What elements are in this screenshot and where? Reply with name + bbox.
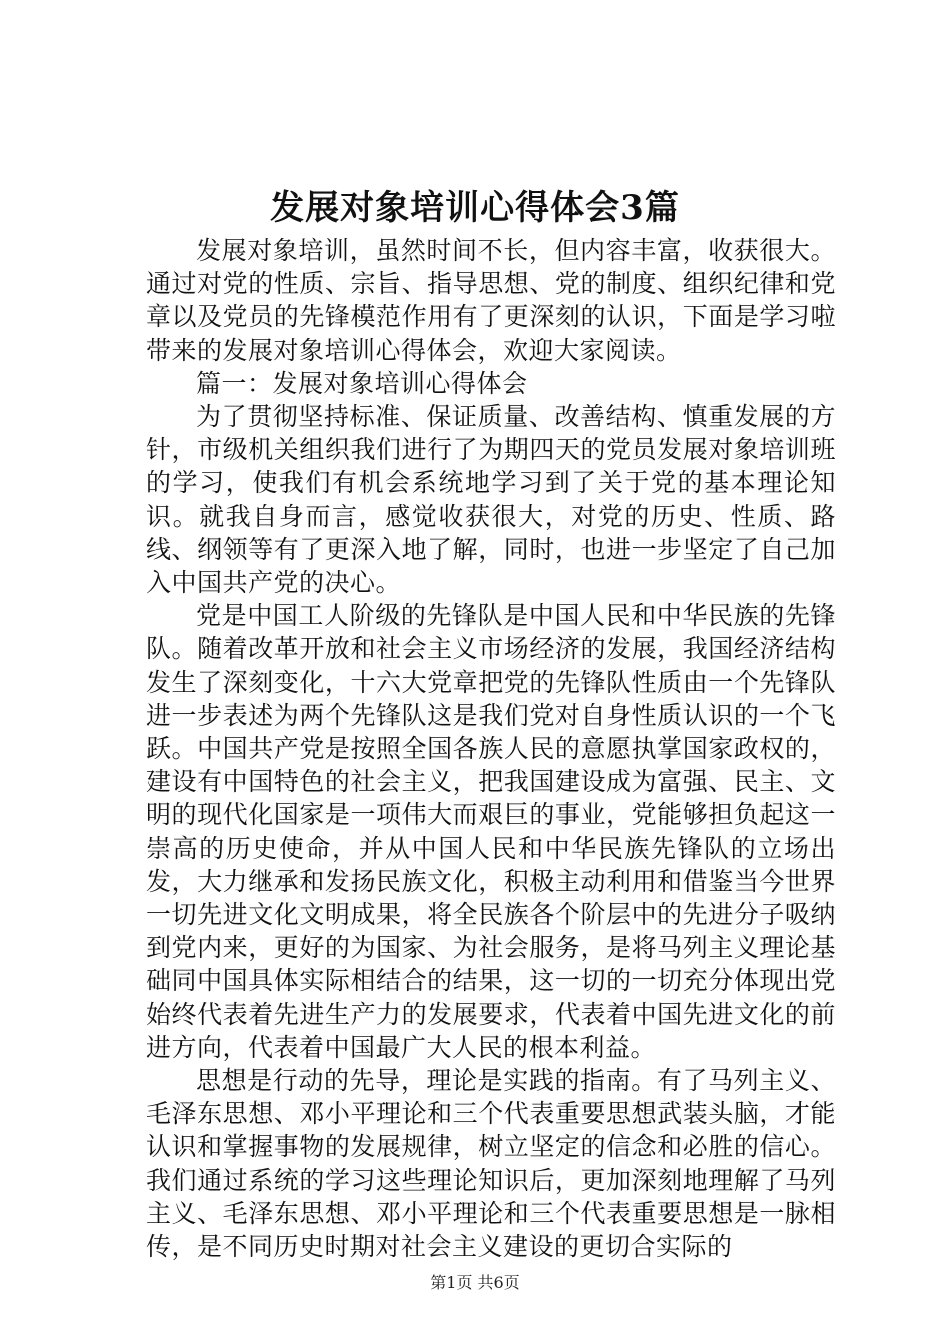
intro-paragraph: 发展对象培训，虽然时间不长，但内容丰富，收获很大。通过对党的性质、宗旨、指导思想、党的制度、组织纪律和党章以及党员的先锋模范作用有了更深刻的认识，下面是学习啦带来的发展对象培训心得体会，欢迎大家阅读。: [146, 236, 836, 365]
body-paragraph: 党是中国工人阶级的先锋队是中国人民和中华民族的先锋队。随着改革开放和社会主义市场经济的发展，我国经济结构发生了深刻变化，十六大党章把党的先锋队性质由一个先锋队进一步表述为两个先锋队这是我们党对自身性质认识的一个飞跃。中国共产党是按照全国各族人民的意愿执掌国家政权的，建设有中国特色的社会主义，把我国建设成为富强、民主、文明的现代化国家是一项伟大而艰巨的事业，党能够担负起这一崇高的历史使命，并从中国人民和中华民族先锋队的立场出发，大力继承和发扬民族文化，积极主动利用和借鉴当今世界一切先进文化文明成果，将全民族各个阶层中的先进分子吸纳到党内来，更好的为国家、为社会服务，是将马列主义理论基础同中国具体实际相结合的结果，这一切的一切充分体现出党始终代表着先进生产力的发展要求，代表着中国先进文化的前进方向，代表着中国最广大人民的根本利益。: [146, 601, 836, 1062]
body-paragraph: 思想是行动的先导，理论是实践的指南。有了马列主义、毛泽东思想、邓小平理论和三个代表重要思想武装头脑，才能认识和掌握事物的发展规律，树立坚定的信念和必胜的信心。我们通过系统的学习这些理论知识后，更加深刻地理解了马列主义、毛泽东思想、邓小平理论和三个代表重要思想是一脉相传，是不同历史时期对社会主义建设的更切合实际的: [146, 1066, 836, 1262]
document-title: 发展对象培训心得体会3篇: [270, 188, 680, 228]
document-body: [146, 234, 836, 1263]
body-paragraph: 为了贯彻坚持标准、保证质量、改善结构、慎重发展的方针，市级机关组织我们进行了为期四天的党员发展对象培训班的学习，使我们有机会系统地学习到了关于党的基本理论知识。就我自身而言，感觉收获很大，对党的历史、性质、路线、纲领等有了更深入地了解，同时，也进一步坚定了自己加入中国共产党的决心。: [146, 402, 836, 598]
page-footer: 第1页 共6页: [430, 1273, 520, 1292]
section-heading: 篇一：发展对象培训心得体会: [196, 368, 528, 398]
